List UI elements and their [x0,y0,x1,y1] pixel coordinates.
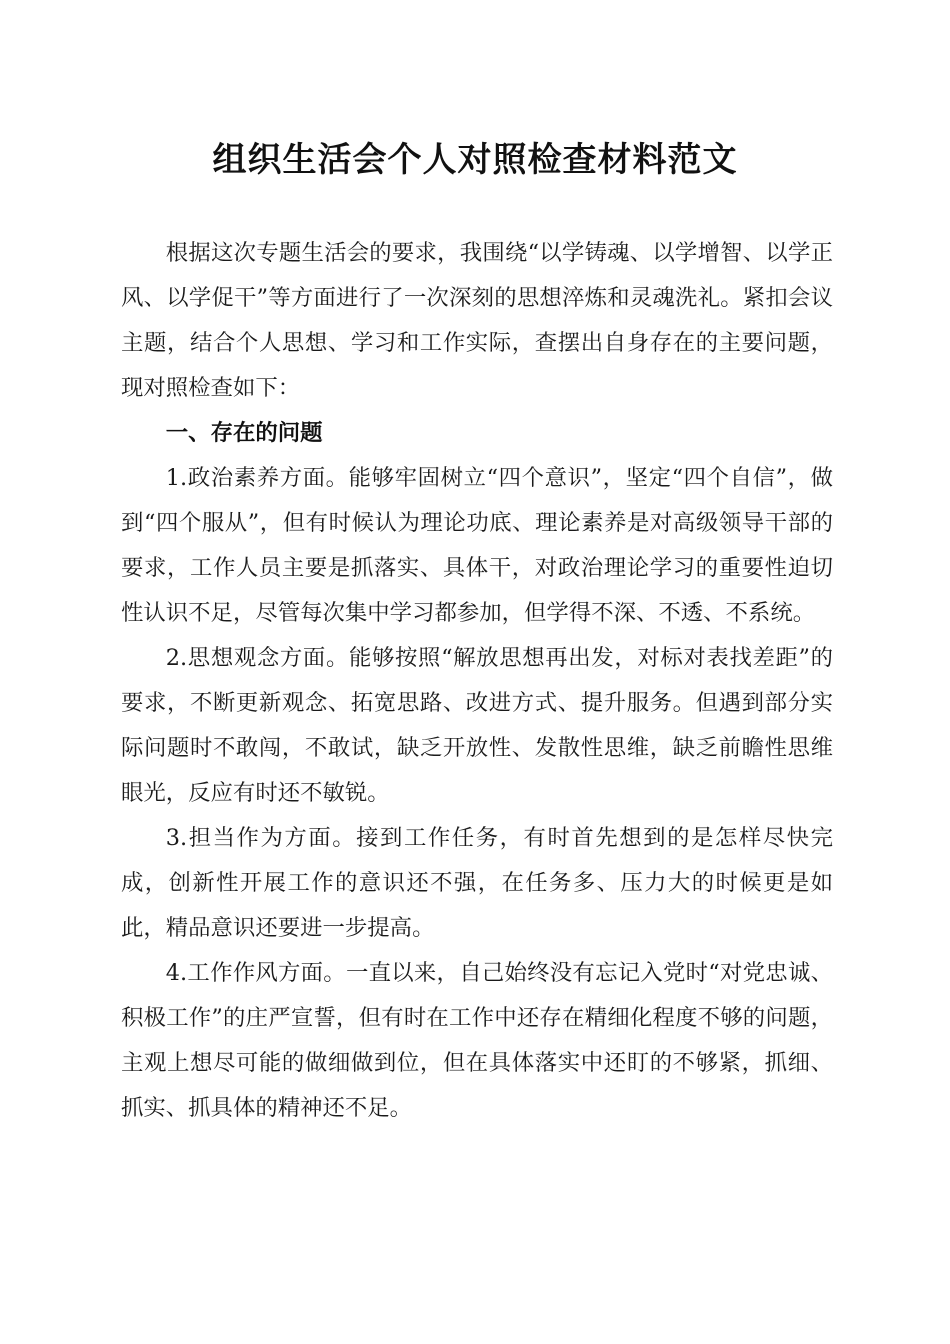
intro-paragraph: 根据这次专题生活会的要求，我围绕“以学铸魂、以学增智、以学正风、以学促干”等方面进行了一次深刻的思想淬炼和灵魂洗礼。紧扣会议主题，结合个人思想、学习和工作实际，查摆出自身存在的主要问题，现对照检查如下： [121,240,833,401]
document-title: 组织生活会个人对照检查材料范文 [212,140,738,180]
issue-paragraph-responsibility: 3.担当作为方面。接到工作任务，有时首先想到的是怎样尽快完成，创新性开展工作的意识还不强，在任务多、压力大的时候更是如此，精品意识还要进一步提高。 [121,825,833,941]
issue-paragraph-thinking: 2.思想观念方面。能够按照“解放思想再出发，对标对表找差距”的要求，不断更新观念、拓宽思路、改进方式、提升服务。但遇到部分实际问题时不敢闯，不敢试，缺乏开放性、发散性思维，缺乏前瞻性思维眼光，反应有时还不敏锐。 [121,645,833,806]
document-body [121,231,833,1131]
issue-paragraph-work-style: 4.工作作风方面。一直以来，自己始终没有忘记入党时“对党忠诚、积极工作”的庄严宣誓，但有时在工作中还存在精细化程度不够的问题，主观上想尽可能的做细做到位，但在具体落实中还盯的不够紧，抓细、抓实、抓具体的精神还不足。 [121,960,833,1121]
issue-paragraph-political: 1.政治素养方面。能够牢固树立“四个意识”，坚定“四个自信”，做到“四个服从”，但有时候认为理论功底、理论素养是对高级领导干部的要求，工作人员主要是抓落实、具体干，对政治理论学习的重要性迫切性认识不足，尽管每次集中学习都参加，但学得不深、不透、不系统。 [121,465,833,626]
section-heading: 一、存在的问题 [165,420,323,446]
